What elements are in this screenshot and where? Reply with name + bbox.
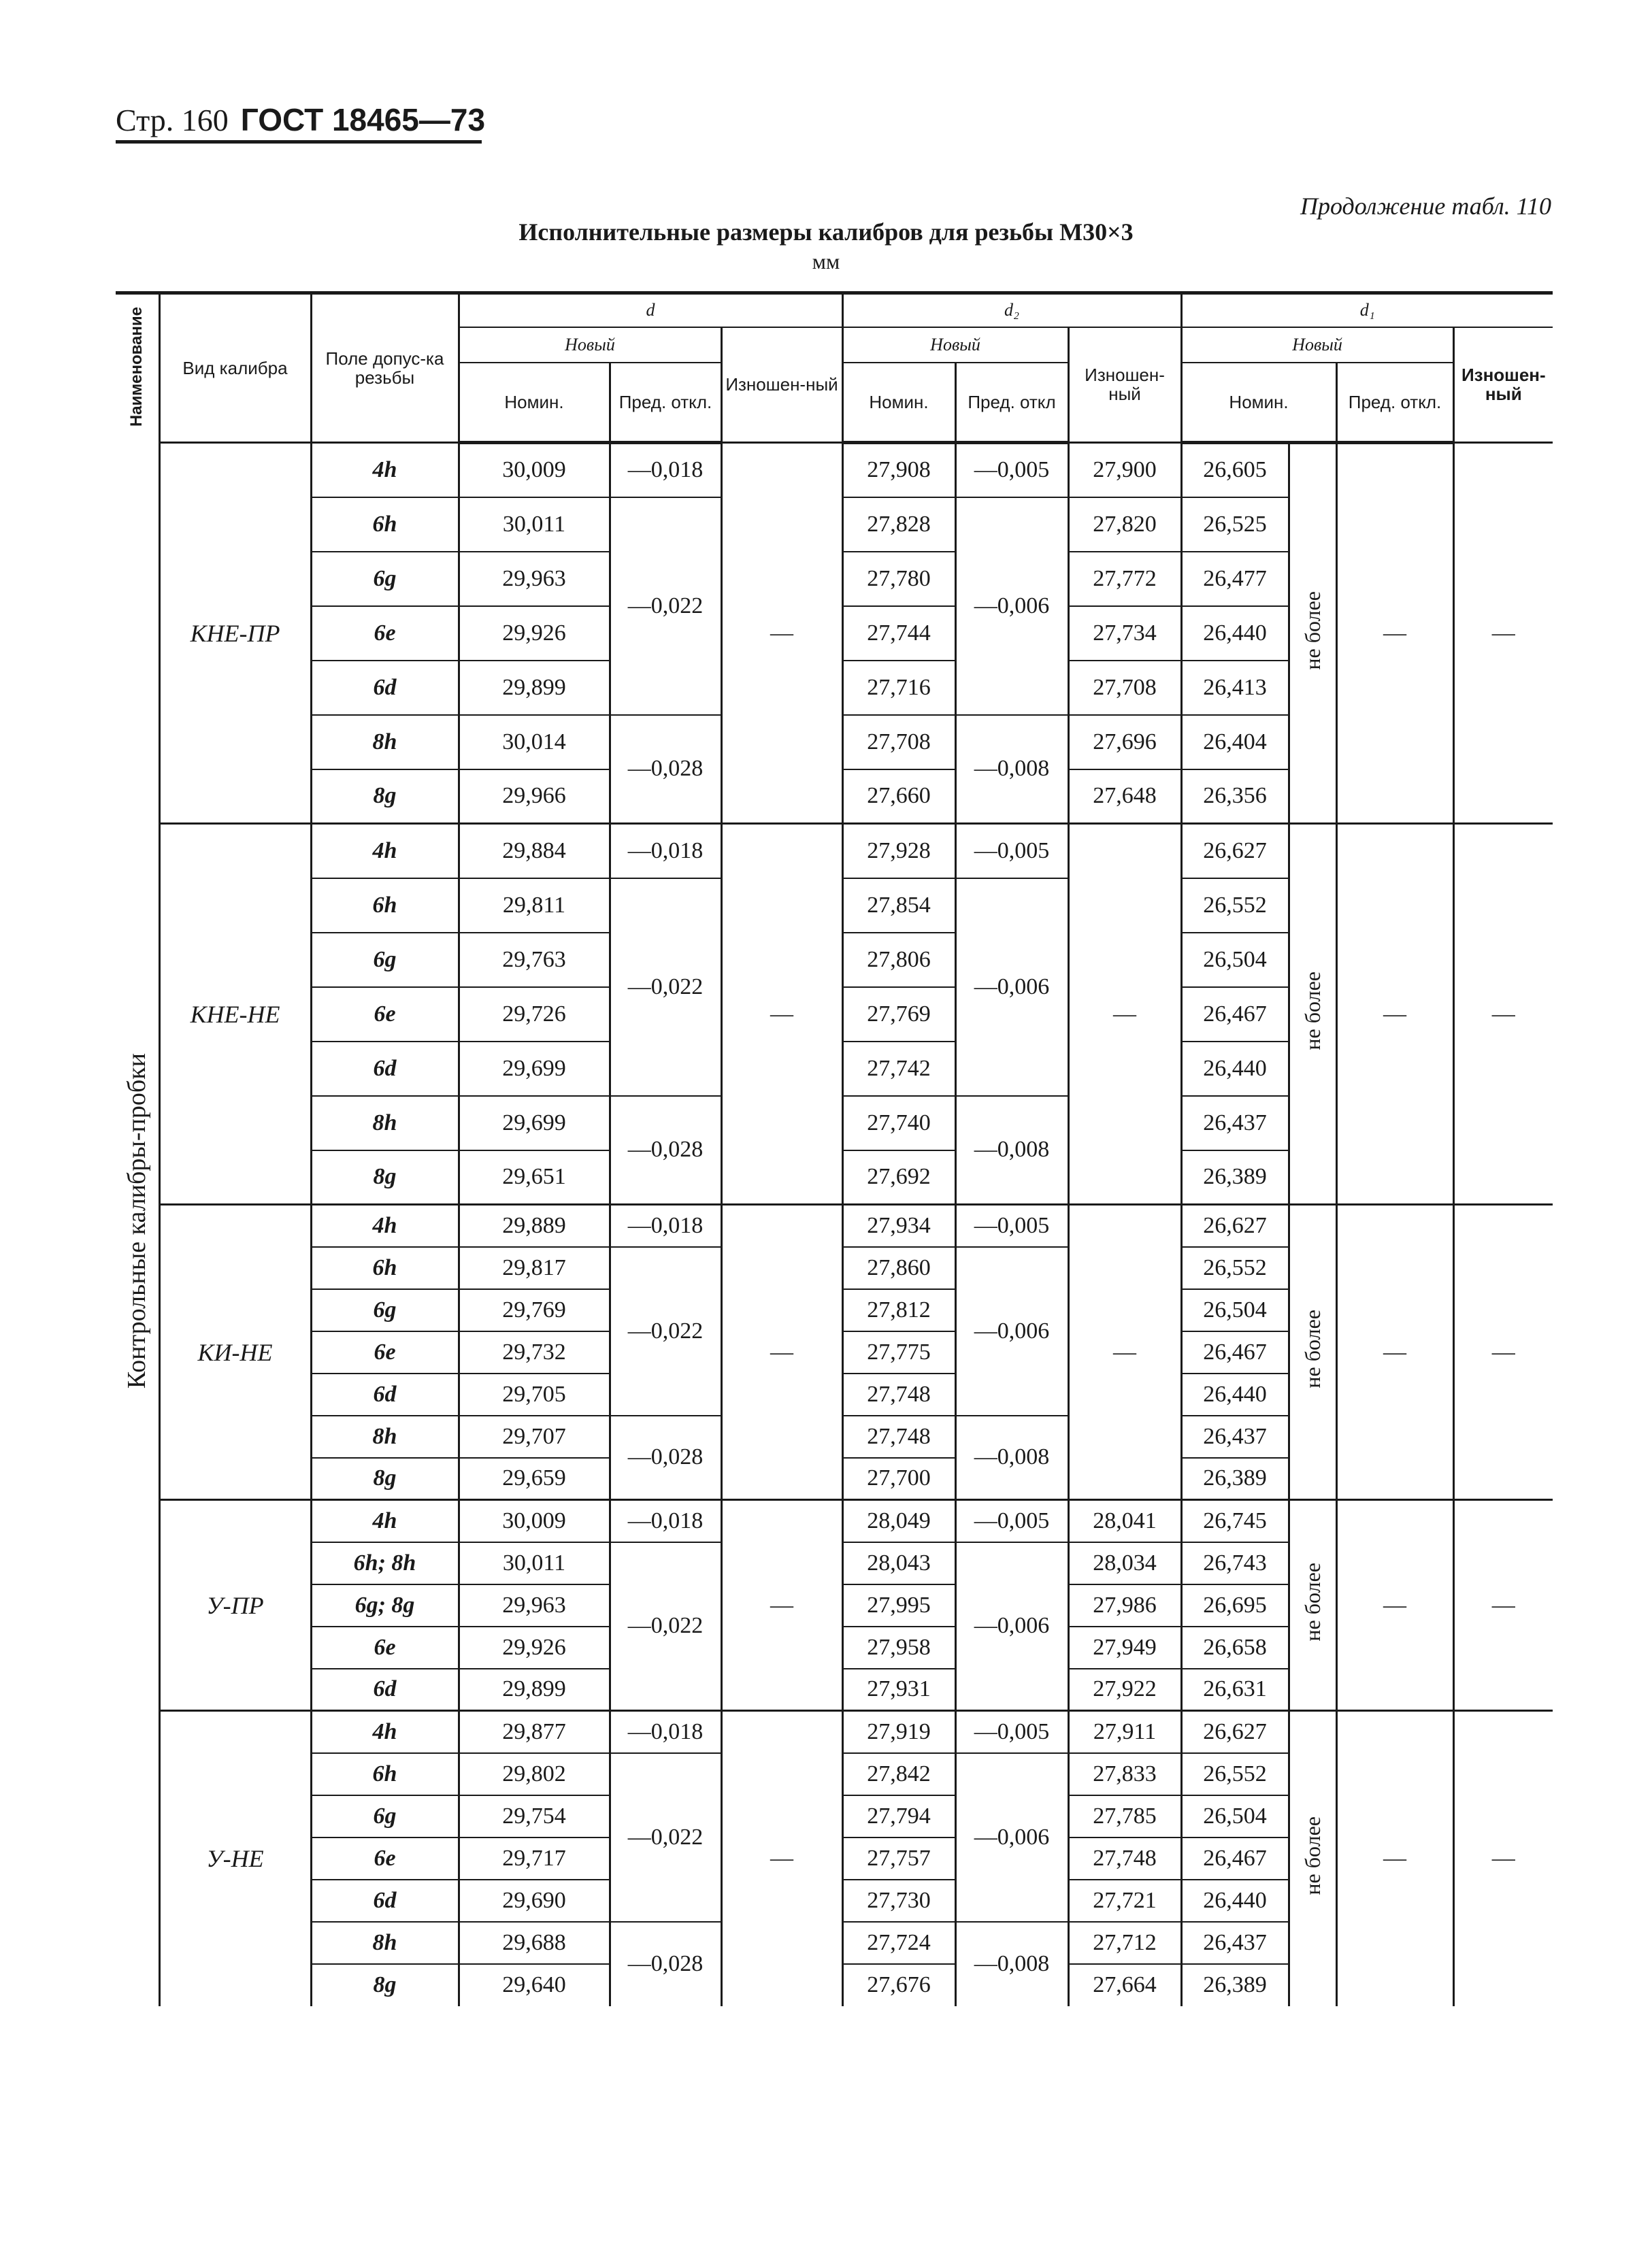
header-d2-dev: Пред. откл: [955, 363, 1068, 443]
tolerance-field: 6e: [311, 1331, 459, 1374]
tolerance-field: 8h: [311, 715, 459, 769]
d1-nominal: 26,437: [1181, 1922, 1289, 1964]
d2-deviation: —0,005: [955, 1205, 1068, 1247]
d2-deviation: —0,008: [955, 715, 1068, 824]
tolerance-field: 6e: [311, 606, 459, 661]
tolerance-field: 8g: [311, 1964, 459, 2006]
d2-deviation: —0,006: [955, 1247, 1068, 1416]
d1-deviation: —: [1336, 1500, 1453, 1711]
d2-nominal: 27,958: [842, 1627, 955, 1669]
d1-nominal: 26,627: [1181, 1205, 1289, 1247]
d-nominal: 29,899: [459, 1669, 610, 1711]
table-row: [116, 824, 1553, 878]
tolerance-field: 6h: [311, 1753, 459, 1795]
tolerance-field: 4h: [311, 1205, 459, 1247]
d2-nominal: 27,860: [842, 1247, 955, 1289]
d1-nominal: 26,552: [1181, 878, 1289, 933]
not-more-label: не более: [1300, 1310, 1325, 1388]
table-row: [116, 1711, 1553, 1753]
d-nominal: 29,707: [459, 1416, 610, 1458]
not-more-label: не более: [1300, 591, 1325, 670]
d-deviation: —0,028: [610, 1416, 721, 1500]
d1-deviation: —: [1336, 1205, 1453, 1500]
d1-not-more: [1289, 1711, 1336, 2006]
tolerance-field: 6h: [311, 878, 459, 933]
header-kind: Вид калибра: [159, 293, 311, 443]
d-nominal: 29,884: [459, 824, 610, 878]
tolerance-field: 6d: [311, 1374, 459, 1416]
d-deviation: —0,022: [610, 497, 721, 715]
d2-worn: 27,734: [1068, 606, 1181, 661]
header-d-dev: Пред. откл.: [610, 363, 721, 443]
d1-nominal: 26,552: [1181, 1247, 1289, 1289]
header-d1-worn: Изношен-ный: [1453, 327, 1553, 443]
d1-nominal: 26,437: [1181, 1416, 1289, 1458]
d2-nominal: 27,842: [842, 1753, 955, 1795]
d-nominal: 29,926: [459, 606, 610, 661]
d1-nominal: 26,467: [1181, 1837, 1289, 1880]
tolerance-field: 8h: [311, 1922, 459, 1964]
d-worn: —: [721, 443, 842, 824]
d-deviation: —0,018: [610, 1205, 721, 1247]
header-d1-dev: Пред. откл.: [1336, 363, 1453, 443]
d-nominal: 29,732: [459, 1331, 610, 1374]
d-nominal: 29,966: [459, 769, 610, 824]
d2-nominal: 27,854: [842, 878, 955, 933]
d1-nominal: 26,404: [1181, 715, 1289, 769]
d2-deviation: —0,008: [955, 1922, 1068, 2006]
table-row: [116, 1205, 1553, 1247]
tolerance-field: 6h: [311, 497, 459, 552]
d-nominal: 30,014: [459, 715, 610, 769]
d-nominal: 29,651: [459, 1150, 610, 1205]
d1-nominal: 26,658: [1181, 1627, 1289, 1669]
d1-nominal: 26,389: [1181, 1458, 1289, 1500]
d-worn: —: [721, 1205, 842, 1500]
d2-nominal: 27,931: [842, 1669, 955, 1711]
d2-nominal: 28,049: [842, 1500, 955, 1542]
page-header: [116, 101, 485, 139]
d-nominal: 29,699: [459, 1096, 610, 1150]
d-worn: —: [721, 1711, 842, 2006]
header-d2: d₂: [842, 293, 1181, 327]
d2-worn: 27,833: [1068, 1753, 1181, 1795]
tolerance-field: 8g: [311, 1458, 459, 1500]
header-name: Наименование: [116, 293, 159, 443]
d2-nominal: 27,700: [842, 1458, 955, 1500]
tolerance-field: 4h: [311, 824, 459, 878]
d1-worn: —: [1453, 1205, 1553, 1500]
d-nominal: 29,705: [459, 1374, 610, 1416]
header-d2-worn: Изношен-ный: [1068, 327, 1181, 443]
d2-worn: 27,772: [1068, 552, 1181, 606]
tolerance-field: 6d: [311, 1669, 459, 1711]
tolerance-field: 6h; 8h: [311, 1542, 459, 1584]
d-nominal: 29,717: [459, 1837, 610, 1880]
d2-nominal: 27,828: [842, 497, 955, 552]
d1-nominal: 26,504: [1181, 1795, 1289, 1837]
d2-nominal: 27,748: [842, 1416, 955, 1458]
tolerance-field: 6e: [311, 1837, 459, 1880]
d1-nominal: 26,627: [1181, 1711, 1289, 1753]
d-nominal: 29,659: [459, 1458, 610, 1500]
tolerance-field: 6g: [311, 552, 459, 606]
d1-nominal: 26,743: [1181, 1542, 1289, 1584]
d-nominal: 29,763: [459, 933, 610, 987]
tolerance-field: 6e: [311, 1627, 459, 1669]
d-nominal: 29,690: [459, 1880, 610, 1922]
d-deviation: —0,018: [610, 824, 721, 878]
d1-nominal: 26,356: [1181, 769, 1289, 824]
d-nominal: 29,769: [459, 1289, 610, 1331]
d2-worn: 27,748: [1068, 1837, 1181, 1880]
d1-nominal: 26,440: [1181, 1042, 1289, 1096]
d-deviation: —0,018: [610, 1500, 721, 1542]
d-deviation: —0,018: [610, 1711, 721, 1753]
d1-nominal: 26,440: [1181, 606, 1289, 661]
calibre-kind: КНЕ-НЕ: [159, 824, 311, 1205]
tolerance-field: 8g: [311, 1150, 459, 1205]
tolerance-field: 4h: [311, 1711, 459, 1753]
header-d1-nom: Номин.: [1181, 363, 1336, 443]
d2-nominal: 27,744: [842, 606, 955, 661]
tolerance-field: 6d: [311, 1880, 459, 1922]
d2-worn: 27,664: [1068, 1964, 1181, 2006]
d1-nominal: 26,437: [1181, 1096, 1289, 1150]
d2-nominal: 27,757: [842, 1837, 955, 1880]
d1-not-more: [1289, 1500, 1336, 1711]
d2-nominal: 27,676: [842, 1964, 955, 2006]
d1-worn: —: [1453, 1711, 1553, 2006]
tolerance-field: 6e: [311, 987, 459, 1042]
d-worn: —: [721, 1500, 842, 1711]
d2-nominal: 27,812: [842, 1289, 955, 1331]
d2-nominal: 27,928: [842, 824, 955, 878]
d1-worn: —: [1453, 443, 1553, 824]
d2-nominal: 27,919: [842, 1711, 955, 1753]
header-d1-new: Новый: [1181, 327, 1453, 363]
d-deviation: —0,018: [610, 443, 721, 497]
tolerance-field: 6g: [311, 1289, 459, 1331]
d-deviation: —0,028: [610, 1096, 721, 1205]
d2-worn: 28,034: [1068, 1542, 1181, 1584]
d2-worn: 27,708: [1068, 661, 1181, 715]
d2-deviation: —0,005: [955, 824, 1068, 878]
d-nominal: 30,011: [459, 1542, 610, 1584]
d-nominal: 29,726: [459, 987, 610, 1042]
d1-nominal: 26,631: [1181, 1669, 1289, 1711]
not-more-label: не более: [1300, 971, 1325, 1050]
d2-worn: 27,900: [1068, 443, 1181, 497]
d2-nominal: 27,708: [842, 715, 955, 769]
d2-worn: 28,041: [1068, 1500, 1181, 1542]
d2-nominal: 27,724: [842, 1922, 955, 1964]
d1-deviation: —: [1336, 824, 1453, 1205]
d2-deviation: —0,005: [955, 1500, 1068, 1542]
header-d-new: Новый: [459, 327, 721, 363]
tolerance-field: 8h: [311, 1096, 459, 1150]
d1-nominal: 26,440: [1181, 1880, 1289, 1922]
tolerance-field: 6d: [311, 661, 459, 715]
table-row: [116, 443, 1553, 497]
d2-worn: 27,949: [1068, 1627, 1181, 1669]
d2-worn: 27,648: [1068, 769, 1181, 824]
d2-worn: 27,785: [1068, 1795, 1181, 1837]
d-deviation: —0,028: [610, 715, 721, 824]
page-number: Стр. 160: [116, 103, 229, 137]
calibre-kind: У-ПР: [159, 1500, 311, 1711]
calibre-kind: У-НЕ: [159, 1711, 311, 2006]
calibre-name-label: Контрольные калибры-пробки: [122, 1053, 152, 1389]
d2-deviation: —0,006: [955, 497, 1068, 715]
d2-nominal: 27,660: [842, 769, 955, 824]
d-nominal: 29,877: [459, 1711, 610, 1753]
d-deviation: —0,022: [610, 878, 721, 1096]
tolerance-field: 8g: [311, 769, 459, 824]
tolerance-field: 6g: [311, 933, 459, 987]
d2-deviation: —0,008: [955, 1096, 1068, 1205]
d2-deviation: —0,006: [955, 1753, 1068, 1922]
d2-nominal: 27,934: [842, 1205, 955, 1247]
d2-nominal: 27,806: [842, 933, 955, 987]
tolerance-field: 4h: [311, 443, 459, 497]
header-d-nom: Номин.: [459, 363, 610, 443]
d2-nominal: 27,794: [842, 1795, 955, 1837]
d-deviation: —0,022: [610, 1542, 721, 1711]
d-deviation: —0,022: [610, 1753, 721, 1922]
d1-not-more: [1289, 824, 1336, 1205]
d1-nominal: 26,552: [1181, 1753, 1289, 1795]
header-d2-new: Новый: [842, 327, 1068, 363]
d1-worn: —: [1453, 1500, 1553, 1711]
d2-deviation: —0,005: [955, 443, 1068, 497]
d2-nominal: 27,742: [842, 1042, 955, 1096]
d2-worn: 27,986: [1068, 1584, 1181, 1627]
d1-nominal: 26,467: [1181, 1331, 1289, 1374]
d1-nominal: 26,440: [1181, 1374, 1289, 1416]
d-nominal: 29,899: [459, 661, 610, 715]
d1-nominal: 26,745: [1181, 1500, 1289, 1542]
header-d2-nom: Номин.: [842, 363, 955, 443]
d-nominal: 29,817: [459, 1247, 610, 1289]
d-nominal: 29,963: [459, 552, 610, 606]
d2-worn: 27,820: [1068, 497, 1181, 552]
header-tolerance-field: Поле допус-ка резьбы: [311, 293, 459, 443]
d1-nominal: 26,389: [1181, 1964, 1289, 2006]
d2-nominal: 27,716: [842, 661, 955, 715]
d-nominal: 29,963: [459, 1584, 610, 1627]
d1-nominal: 26,525: [1181, 497, 1289, 552]
d1-nominal: 26,627: [1181, 824, 1289, 878]
calibre-kind: КНЕ-ПР: [159, 443, 311, 824]
d2-nominal: 27,692: [842, 1150, 955, 1205]
d2-worn: —: [1068, 1205, 1181, 1500]
table-row: [116, 1500, 1553, 1542]
header-d: d: [459, 293, 842, 327]
d-worn: —: [721, 824, 842, 1205]
d2-worn: 27,696: [1068, 715, 1181, 769]
d2-nominal: 28,043: [842, 1542, 955, 1584]
d2-deviation: —0,008: [955, 1416, 1068, 1500]
d2-worn: 27,911: [1068, 1711, 1181, 1753]
d2-nominal: 27,780: [842, 552, 955, 606]
d2-deviation: —0,005: [955, 1711, 1068, 1753]
tolerance-field: 8h: [311, 1416, 459, 1458]
d-deviation: —0,028: [610, 1922, 721, 2006]
table-title: Исполнительные размеры калибров для резьбы М30×3: [518, 218, 1134, 246]
d1-deviation: —: [1336, 1711, 1453, 2006]
d1-not-more: [1289, 443, 1336, 824]
tolerance-field: 4h: [311, 1500, 459, 1542]
d2-worn: 27,712: [1068, 1922, 1181, 1964]
tolerance-field: 6d: [311, 1042, 459, 1096]
d-nominal: 30,009: [459, 443, 610, 497]
d-nominal: 29,688: [459, 1922, 610, 1964]
d2-nominal: 27,908: [842, 443, 955, 497]
d-nominal: 29,754: [459, 1795, 610, 1837]
d-nominal: 30,009: [459, 1500, 610, 1542]
d1-nominal: 26,413: [1181, 661, 1289, 715]
d-nominal: 30,011: [459, 497, 610, 552]
d2-nominal: 27,995: [842, 1584, 955, 1627]
d1-nominal: 26,504: [1181, 1289, 1289, 1331]
d2-nominal: 27,775: [842, 1331, 955, 1374]
d1-nominal: 26,695: [1181, 1584, 1289, 1627]
d2-worn: 27,922: [1068, 1669, 1181, 1711]
calibre-kind: КИ-НЕ: [159, 1205, 311, 1500]
calibre-name: [116, 443, 159, 2006]
d2-deviation: —0,006: [955, 878, 1068, 1096]
d-nominal: 29,926: [459, 1627, 610, 1669]
d-nominal: 29,699: [459, 1042, 610, 1096]
d1-nominal: 26,467: [1181, 987, 1289, 1042]
d1-nominal: 26,504: [1181, 933, 1289, 987]
header-d1: d₁: [1181, 293, 1553, 327]
table-units: мм: [812, 249, 840, 273]
tolerance-field: 6h: [311, 1247, 459, 1289]
d1-worn: —: [1453, 824, 1553, 1205]
d2-nominal: 27,740: [842, 1096, 955, 1150]
d1-nominal: 26,605: [1181, 443, 1289, 497]
d2-deviation: —0,006: [955, 1542, 1068, 1711]
d2-nominal: 27,769: [842, 987, 955, 1042]
header-d-worn: Изношен-ный: [721, 327, 842, 443]
d-nominal: 29,802: [459, 1753, 610, 1795]
d2-worn: —: [1068, 824, 1181, 1205]
d2-nominal: 27,730: [842, 1880, 955, 1922]
d-nominal: 29,889: [459, 1205, 610, 1247]
tolerance-field: 6g; 8g: [311, 1584, 459, 1627]
d-deviation: —0,022: [610, 1247, 721, 1416]
table-continuation-note: Продолжение табл. 110: [1300, 193, 1551, 220]
d-nominal: 29,640: [459, 1964, 610, 2006]
not-more-label: не более: [1300, 1563, 1325, 1642]
d2-worn: 27,721: [1068, 1880, 1181, 1922]
d2-nominal: 27,748: [842, 1374, 955, 1416]
tolerance-field: 6g: [311, 1795, 459, 1837]
header-rule: [116, 140, 482, 144]
d1-nominal: 26,389: [1181, 1150, 1289, 1205]
d1-deviation: —: [1336, 443, 1453, 824]
table-body: [116, 443, 1553, 2006]
dimensions-table: [116, 291, 1553, 2006]
standard-code: ГОСТ 18465—73: [240, 102, 486, 137]
d1-not-more: [1289, 1205, 1336, 1500]
d1-nominal: 26,477: [1181, 552, 1289, 606]
d-nominal: 29,811: [459, 878, 610, 933]
not-more-label: не более: [1300, 1816, 1325, 1895]
